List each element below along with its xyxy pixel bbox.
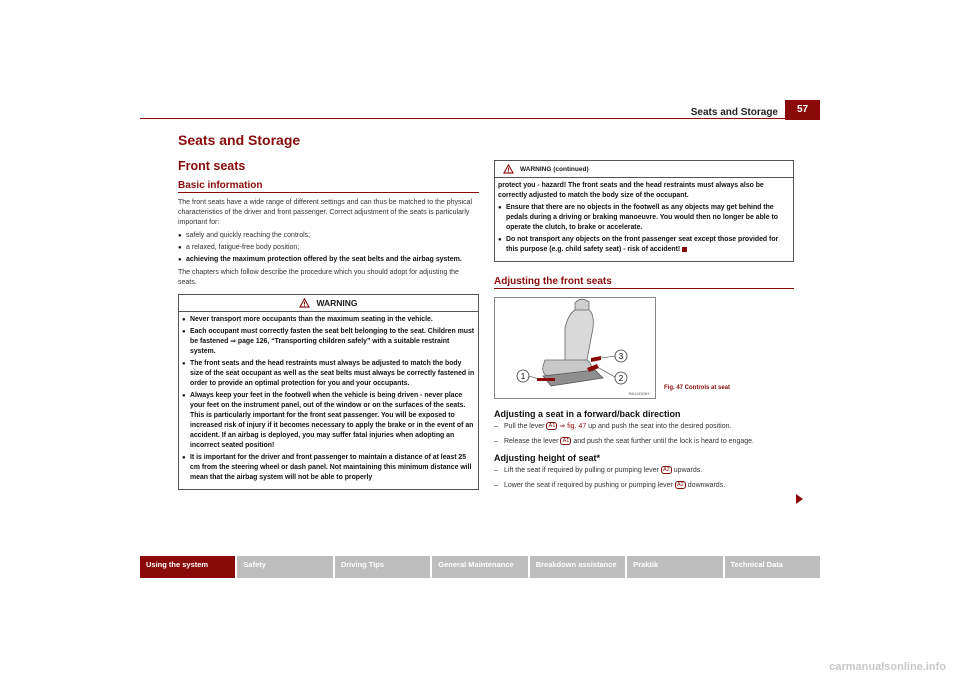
- warning-continued-box: [494, 160, 794, 262]
- seat-drawing: [495, 298, 655, 398]
- section-title-front-seats: Front seats: [178, 159, 246, 173]
- section-end-marker: [682, 247, 687, 252]
- list-item: – Release the lever A1 and push the seat further until the lock is heard to engage.: [494, 437, 794, 447]
- list-item: – Pull the lever A1 ⇒ fig. 47 up and push the seat into the desired position.: [494, 422, 794, 432]
- section-title-adjusting-front-seats: Adjusting the front seats: [494, 276, 794, 289]
- warning-header: [179, 295, 478, 312]
- figure-47: [494, 297, 794, 399]
- list-item: ● Do not transport any objects on the front passenger seat except those provided for this purpose (e.g. child safety seat) - risk of accident!: [498, 235, 790, 255]
- steps-forward-back: [494, 422, 794, 447]
- list-item: – Lower the seat if required by pushing or pumping lever A2 downwards.: [494, 481, 794, 491]
- list-item: ● The front seats and the head restraints must always be adjusted to match the body size of the seat occupant as well as the seat belts must always be correctly fastened in order to provide an optimal protection for you and your occupants.: [182, 359, 475, 389]
- page-number: 57: [785, 100, 820, 120]
- figure-caption: Fig. 47 Controls at seat: [664, 385, 731, 391]
- tab-driving-tips[interactable]: Driving Tips: [335, 556, 432, 578]
- warning-continued-lead: protect you - hazard! The front seats and the head restraints must always also be correctly adjusted to match the body size of the occupant.: [498, 182, 764, 199]
- list-item: ● Always keep your feet in the footwell when the vehicle is being driven - never place your feet on the instrument panel, out of the window or on the surfaces of the seats. This is particularly important for the front seat passenger. You will be exposed to increased risk of injury if it becomes necessary to apply the brake or in the event of an accident. If an airbag is deployed, you may suffer fatal injuries when adopting an incorrect seated position!: [182, 391, 475, 451]
- svg-text:1: 1: [520, 372, 526, 381]
- tab-using-the-system[interactable]: Using the system: [140, 556, 237, 578]
- warning-continued-title: WARNING (continued): [520, 165, 589, 173]
- intro-bullet-list: [178, 231, 479, 265]
- tab-safety[interactable]: Safety: [237, 556, 334, 578]
- intro-paragraph: The front seats have a wide range of different settings and can thus be matched to the physical characteristics of the driver and front passenger. Correct adjustment of the seats is particularly important for:: [178, 199, 473, 226]
- warning-box: [178, 294, 479, 490]
- lever-a2-badge: A2: [675, 481, 686, 489]
- svg-text:3: 3: [618, 352, 624, 361]
- tab-general-maintenance[interactable]: General Maintenance: [432, 556, 529, 578]
- section-title-basic-information: Basic information: [178, 180, 479, 193]
- list-item: ● a relaxed, fatigue-free body position;: [178, 243, 479, 253]
- right-column: [494, 160, 794, 497]
- header-divider: [140, 118, 820, 119]
- list-item: ● safely and quickly reaching the controls;: [178, 231, 479, 241]
- subsection-title-forward-back: Adjusting a seat in a forward/back direction: [494, 409, 681, 419]
- lever-a1-badge: A1: [546, 422, 557, 430]
- left-column: [178, 132, 479, 490]
- seat-controls-illustration: [494, 297, 656, 399]
- page-header-title: Seats and Storage: [690, 107, 778, 118]
- figure-reference-link[interactable]: ⇒ fig. 47: [559, 423, 587, 430]
- lever-a1-badge: A1: [560, 437, 571, 445]
- svg-text:2: 2: [618, 374, 624, 383]
- subsection-title-height: Adjusting height of seat*: [494, 453, 601, 463]
- list-item: ● achieving the maximum protection offered by the seat belts and the airbag system.: [178, 255, 479, 265]
- warning-continued-body: [495, 178, 793, 261]
- warning-body: [179, 312, 478, 489]
- tab-breakdown-assistance[interactable]: Breakdown assistance: [530, 556, 627, 578]
- steps-height: [494, 466, 794, 491]
- list-item: ● Ensure that there are no objects in the footwell as any objects may get behind the pedals during a driving or braking manoeuvre. You would then no longer be able to operate the clutch, to brake or accelerate.: [498, 203, 790, 233]
- warning-triangle-icon: [503, 164, 514, 174]
- figure-code: B5J-0003H: [628, 391, 649, 396]
- warning-continued-header: [495, 161, 793, 178]
- list-item: ● Never transport more occupants than the maximum seating in the vehicle.: [182, 315, 475, 325]
- outro-paragraph: The chapters which follow describe the procedure which you should adopt for adjusting the seats.: [178, 269, 459, 286]
- list-item: ● It is important for the driver and front passenger to maintain a distance of at least 25 cm from the steering wheel or dash panel. Not maintaining this minimum distance will mean that the airbag system will not be able to properly: [182, 453, 475, 483]
- next-page-arrow-icon[interactable]: [796, 494, 803, 504]
- lever-a2-badge: A2: [661, 466, 672, 474]
- chapter-title: Seats and Storage: [178, 132, 301, 148]
- tab-praktik[interactable]: Praktik: [627, 556, 724, 578]
- warning-triangle-icon: [299, 298, 310, 308]
- warning-title: WARNING: [316, 298, 358, 308]
- tab-technical-data[interactable]: Technical Data: [730, 560, 783, 569]
- list-item: ● Each occupant must correctly fasten the seat belt belonging to the seat. Children must be fastened ⇒ page 126, “Transporting children safely” with a suitable restraint system.: [182, 327, 475, 357]
- chapter-navigation: [140, 556, 820, 578]
- watermark: carmanualsonline.info: [829, 661, 946, 673]
- list-item: – Lift the seat if required by pulling or pumping lever A2 upwards.: [494, 466, 794, 476]
